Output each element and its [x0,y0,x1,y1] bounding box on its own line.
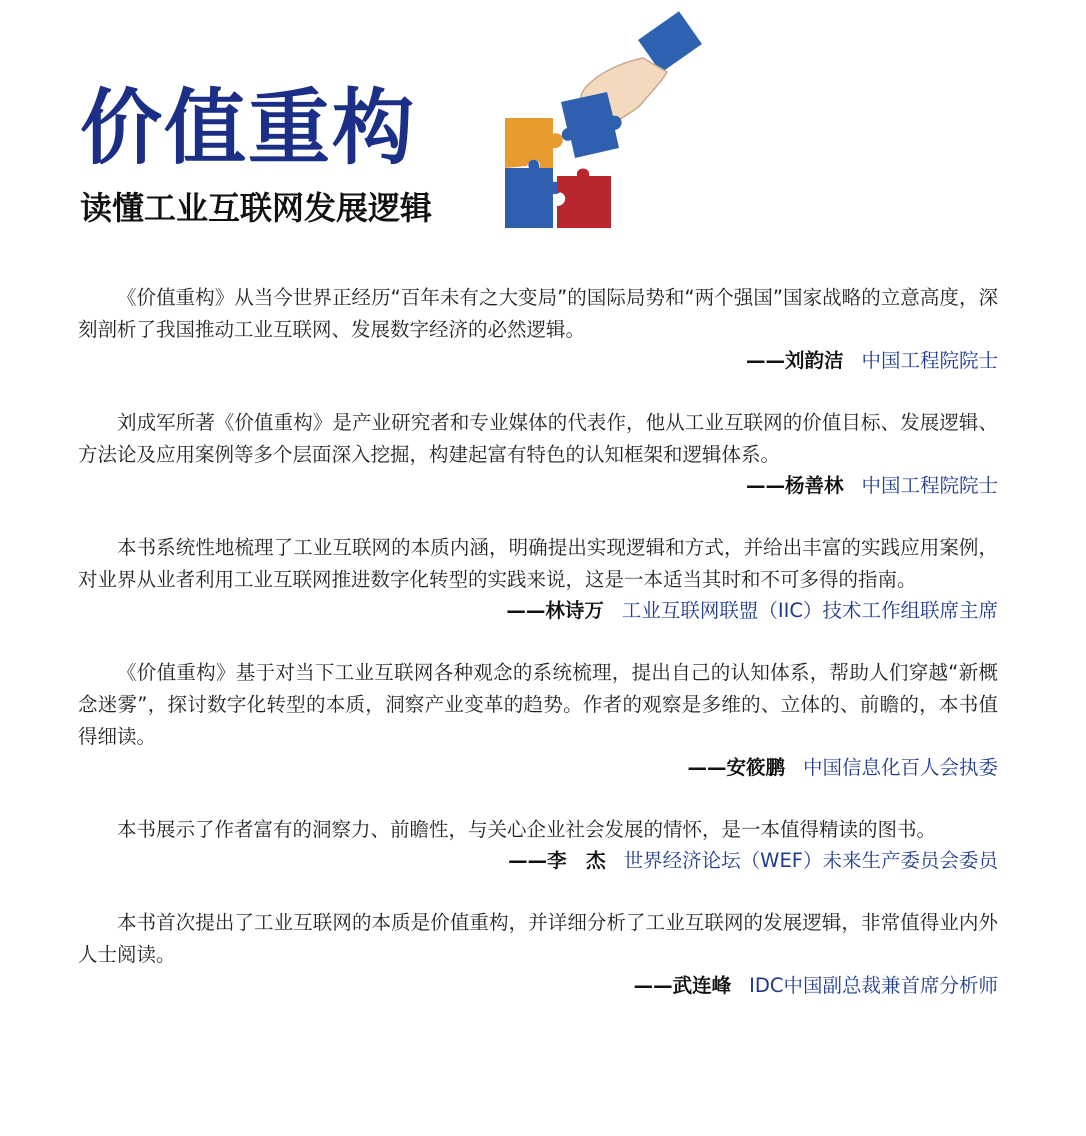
review-attribution [78,346,998,376]
review-item [78,532,998,626]
review-item [78,907,998,1001]
review-text: 本书系统性地梳理了工业互联网的本质内涵，明确提出实现逻辑和方式，并给出丰富的实践应用案例，对业界从业者利用工业互联网推进数字化转型的实践来说，这是一本适当其时和不可多得的指南。 [78,536,998,591]
review-item [78,282,998,376]
blue-piece [505,160,562,228]
review-author-role: 中国工程院院士 [861,474,998,497]
review-item [78,657,998,783]
review-author-role: 世界经济论坛（WEF）未来生产委员会委员 [623,849,998,872]
review-author: ——李 杰 [508,849,606,872]
review-attribution [78,846,998,876]
review-attribution [78,971,998,1001]
review-author: ——武连峰 [633,974,732,997]
review-item [78,814,998,876]
review-text: 刘成军所著《价值重构》是产业研究者和专业媒体的代表作，他从工业互联网的价值目标、发展逻辑、方法论及应用案例等多个层面深入挖掘，构建起富有特色的认知框架和逻辑体系。 [78,411,998,466]
review-author-role: IDC中国副总裁兼首席分析师 [749,974,998,997]
header [0,0,1086,250]
review-text: 本书首次提出了工业互联网的本质是价值重构，并详细分析了工业互联网的发展逻辑，非常值得业内外人士阅读。 [78,911,998,966]
review-attribution [78,596,998,626]
review-author-role: 中国工程院院士 [861,349,998,372]
book-subtitle: 读懂工业互联网发展逻辑 [80,189,433,227]
review-author: ——刘韵洁 [745,349,844,372]
hand-puzzle-icon [495,10,710,235]
review-item [78,407,998,501]
review-author-role: 工业互联网联盟（IIC）技术工作组联席主席 [621,599,998,622]
review-text: 《价值重构》从当今世界正经历“百年未有之大变局”的国际局势和“两个强国”国家战略的立意高度，深刻剖析了我国推动工业互联网、发展数字经济的必然逻辑。 [78,286,998,341]
review-text: 本书展示了作者富有的洞察力、前瞻性，与关心企业社会发展的情怀，是一本值得精读的图书。 [117,818,937,841]
review-author-role: 中国信息化百人会执委 [802,756,998,779]
review-text: 《价值重构》基于对当下工业互联网各种观念的系统梳理，提出自己的认知体系，帮助人们穿越“新概念迷雾”，探讨数字化转型的本质，洞察产业变革的趋势。作者的观察是多维的、立体的、前瞻的，本书值得细读。 [78,661,998,748]
review-author: ——林诗万 [506,599,604,622]
review-attribution [78,753,998,783]
red-piece [557,169,611,229]
book-title: 价值重构 [80,80,417,176]
review-attribution [78,471,998,501]
review-author: ——杨善林 [745,474,844,497]
review-list [78,282,998,1032]
review-author: ——安筱鹏 [687,756,785,779]
